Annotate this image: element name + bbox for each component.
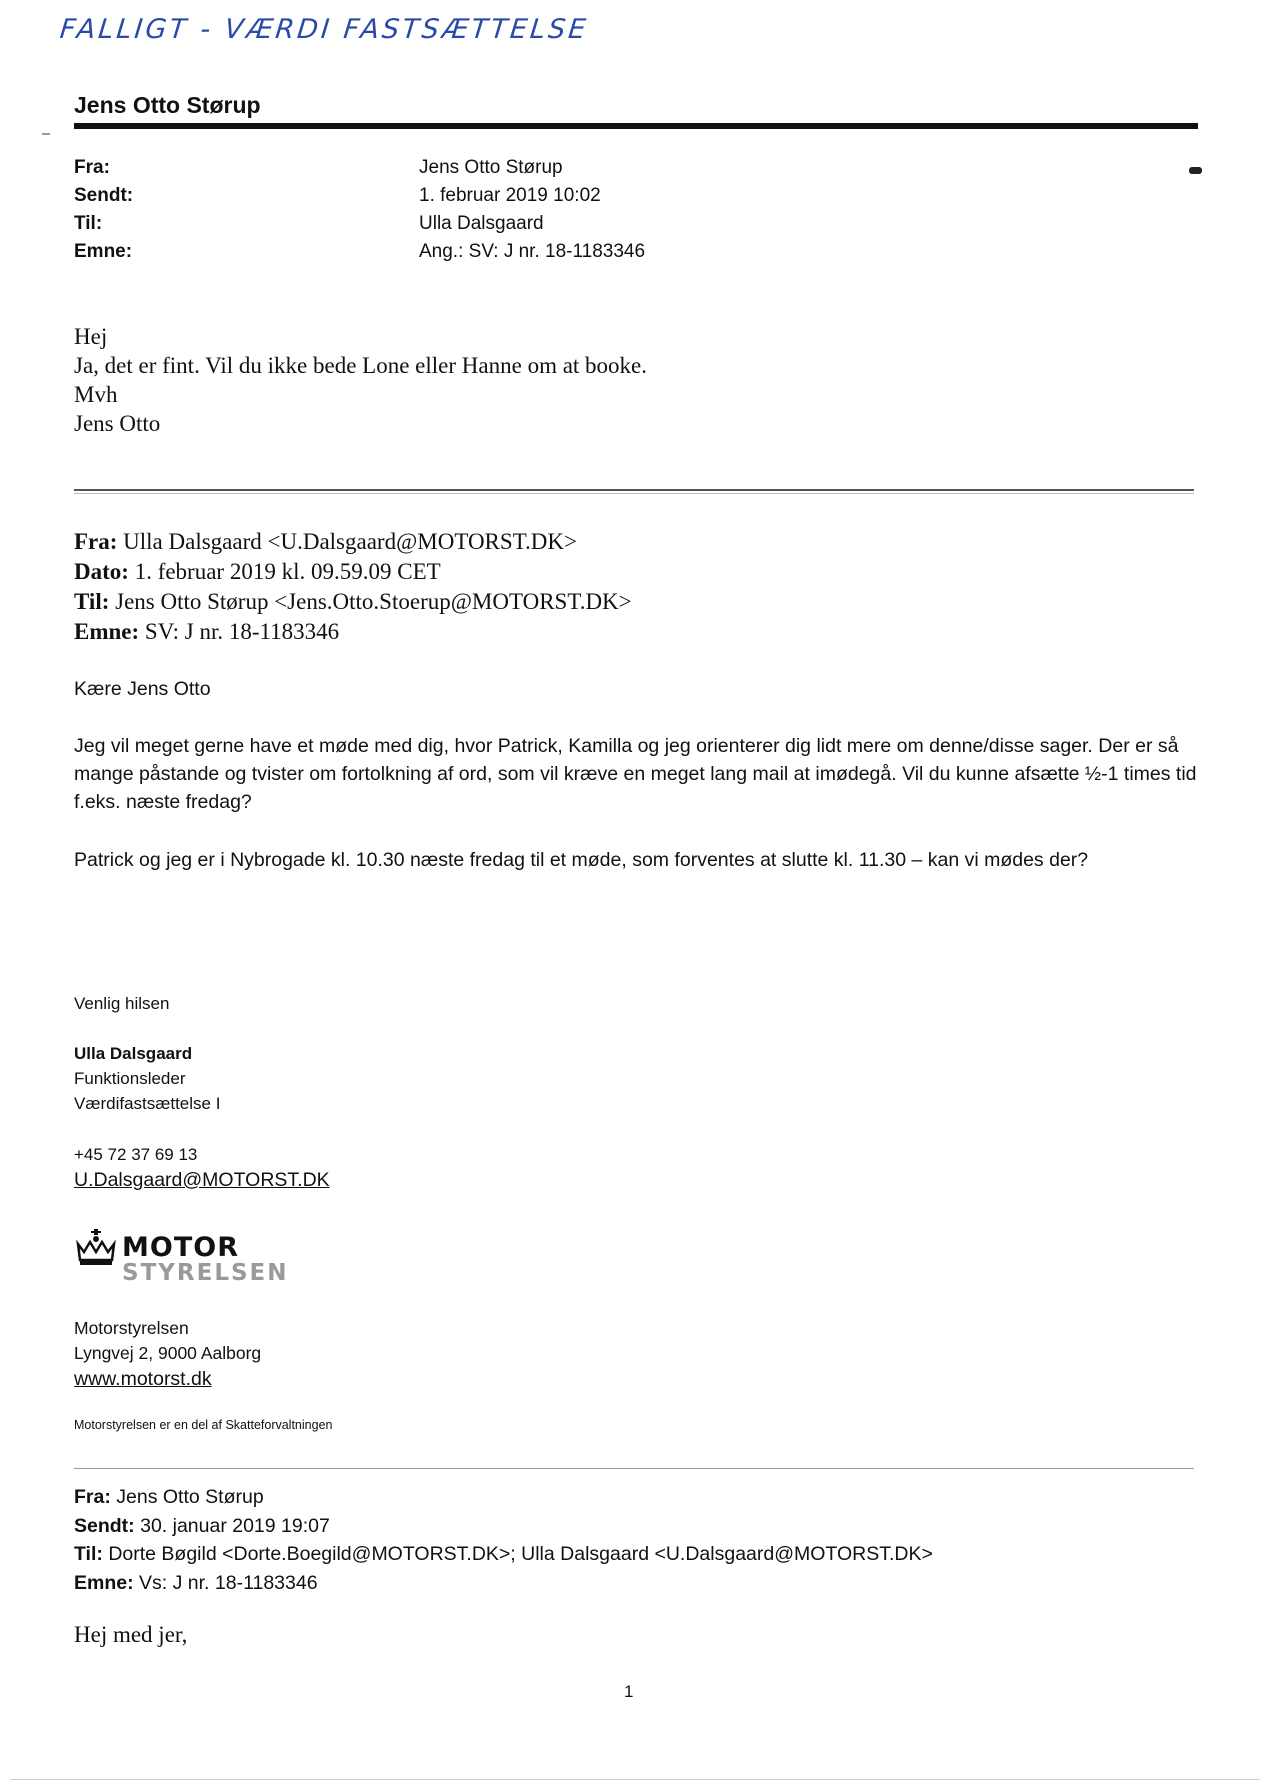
quoted-email-header: [74, 527, 632, 647]
label-from: Fra:: [74, 157, 110, 178]
body-line: Jens Otto: [74, 411, 161, 436]
earlier-greeting: Hej med jer,: [74, 1622, 188, 1647]
quoted-paragraph: Jeg vil meget gerne have et møde med dig, hvor Patrick, Kamilla og jeg orienterer dig lidt mere om denne/disse sager. Der er så mange påstande og tvister om fortolkning af ord, som vil kræve en meget lang mail at imødegå. Vil du kunne afsætte ½-1 times tid f.eks. næste fredag?: [74, 735, 1197, 813]
signature-org: Motorstyrelsen: [74, 1318, 189, 1338]
separator-rule-shadow: [74, 493, 1194, 494]
label-sent: Sendt:: [74, 185, 134, 206]
signature-department: Værdifastsættelse I: [74, 1094, 221, 1113]
scan-mark: [42, 133, 50, 135]
earlier-to: Til: Dorte Bøgild <Dorte.Boegild@MOTORST.DK>; Ulla Dalsgaard <U.Dalsgaard@MOTORST.DK>: [74, 1543, 933, 1565]
handwritten-note: FALLIGT - VÆRDI FASTSÆTTELSE: [58, 14, 591, 45]
signature-email-link[interactable]: U.Dalsgaard@MOTORST.DK: [74, 1169, 330, 1191]
logo-text-styrelsen: STYRELSEN: [122, 1260, 289, 1286]
quoted-greeting: Kære Jens Otto: [74, 678, 211, 700]
separator-rule: [74, 489, 1194, 491]
quoted-date: Dato: 1. februar 2019 kl. 09.59.09 CET: [74, 559, 441, 584]
quoted-paragraph: Patrick og jeg er i Nybrogade kl. 10.30 næste fredag til et møde, som forventes at slutte kl. 11.30 – kan vi mødes der?: [74, 849, 1089, 871]
value-to: Ulla Dalsgaard: [419, 213, 544, 234]
crown-icon: [74, 1228, 118, 1268]
label-subject: Emne:: [74, 241, 133, 262]
signature-address: Lyngvej 2, 9000 Aalborg: [74, 1343, 262, 1363]
motorstyrelsen-logo: [74, 1228, 314, 1288]
earlier-subject: Emne: Vs: J nr. 18-1183346: [74, 1571, 318, 1594]
value-subject: Ang.: SV: J nr. 18-1183346: [419, 241, 646, 262]
separator-rule: [74, 1468, 1194, 1469]
quoted-from: Fra: Ulla Dalsgaard <U.Dalsgaard@MOTORST.DK>: [74, 529, 577, 554]
label-to: Til:: [74, 213, 103, 234]
quoted-subject: Emne: SV: J nr. 18-1183346: [74, 619, 340, 644]
signature-closing: Venlig hilsen: [74, 994, 170, 1013]
signature-footer: Motorstyrelsen er en del af Skatteforvaltningen: [74, 1418, 333, 1432]
signature-name: Ulla Dalsgaard: [74, 1044, 193, 1063]
body-line: Hej: [74, 324, 108, 349]
earlier-email-header: [74, 1483, 933, 1597]
earlier-from: Fra: Jens Otto Størup: [74, 1486, 264, 1508]
top-email-labels: [74, 154, 133, 266]
page-edge: [10, 1779, 1260, 1780]
signature-phone: +45 72 37 69 13: [74, 1145, 198, 1164]
margin-mark: [1189, 167, 1202, 174]
value-sent: 1. februar 2019 10:02: [419, 185, 601, 206]
header-rule: [74, 123, 1198, 129]
page-number: 1: [624, 1682, 634, 1701]
top-email-body: [74, 322, 647, 438]
top-email-values: [419, 154, 645, 266]
body-line: Ja, det er fint. Vil du ikke bede Lone eller Hanne om at booke.: [74, 353, 648, 378]
logo-text-motor: MOTOR: [122, 1232, 239, 1263]
website-link[interactable]: www.motorst.dk: [74, 1368, 212, 1390]
signature-title: Funktionsleder: [74, 1069, 186, 1088]
value-from: Jens Otto Størup: [419, 157, 563, 178]
quoted-to: Til: Jens Otto Størup <Jens.Otto.Stoerup@MOTORST.DK>: [74, 589, 632, 614]
body-line: Mvh: [74, 382, 118, 407]
mailbox-owner: Jens Otto Størup: [74, 92, 261, 118]
earlier-sent: Sendt: 30. januar 2019 19:07: [74, 1514, 330, 1537]
